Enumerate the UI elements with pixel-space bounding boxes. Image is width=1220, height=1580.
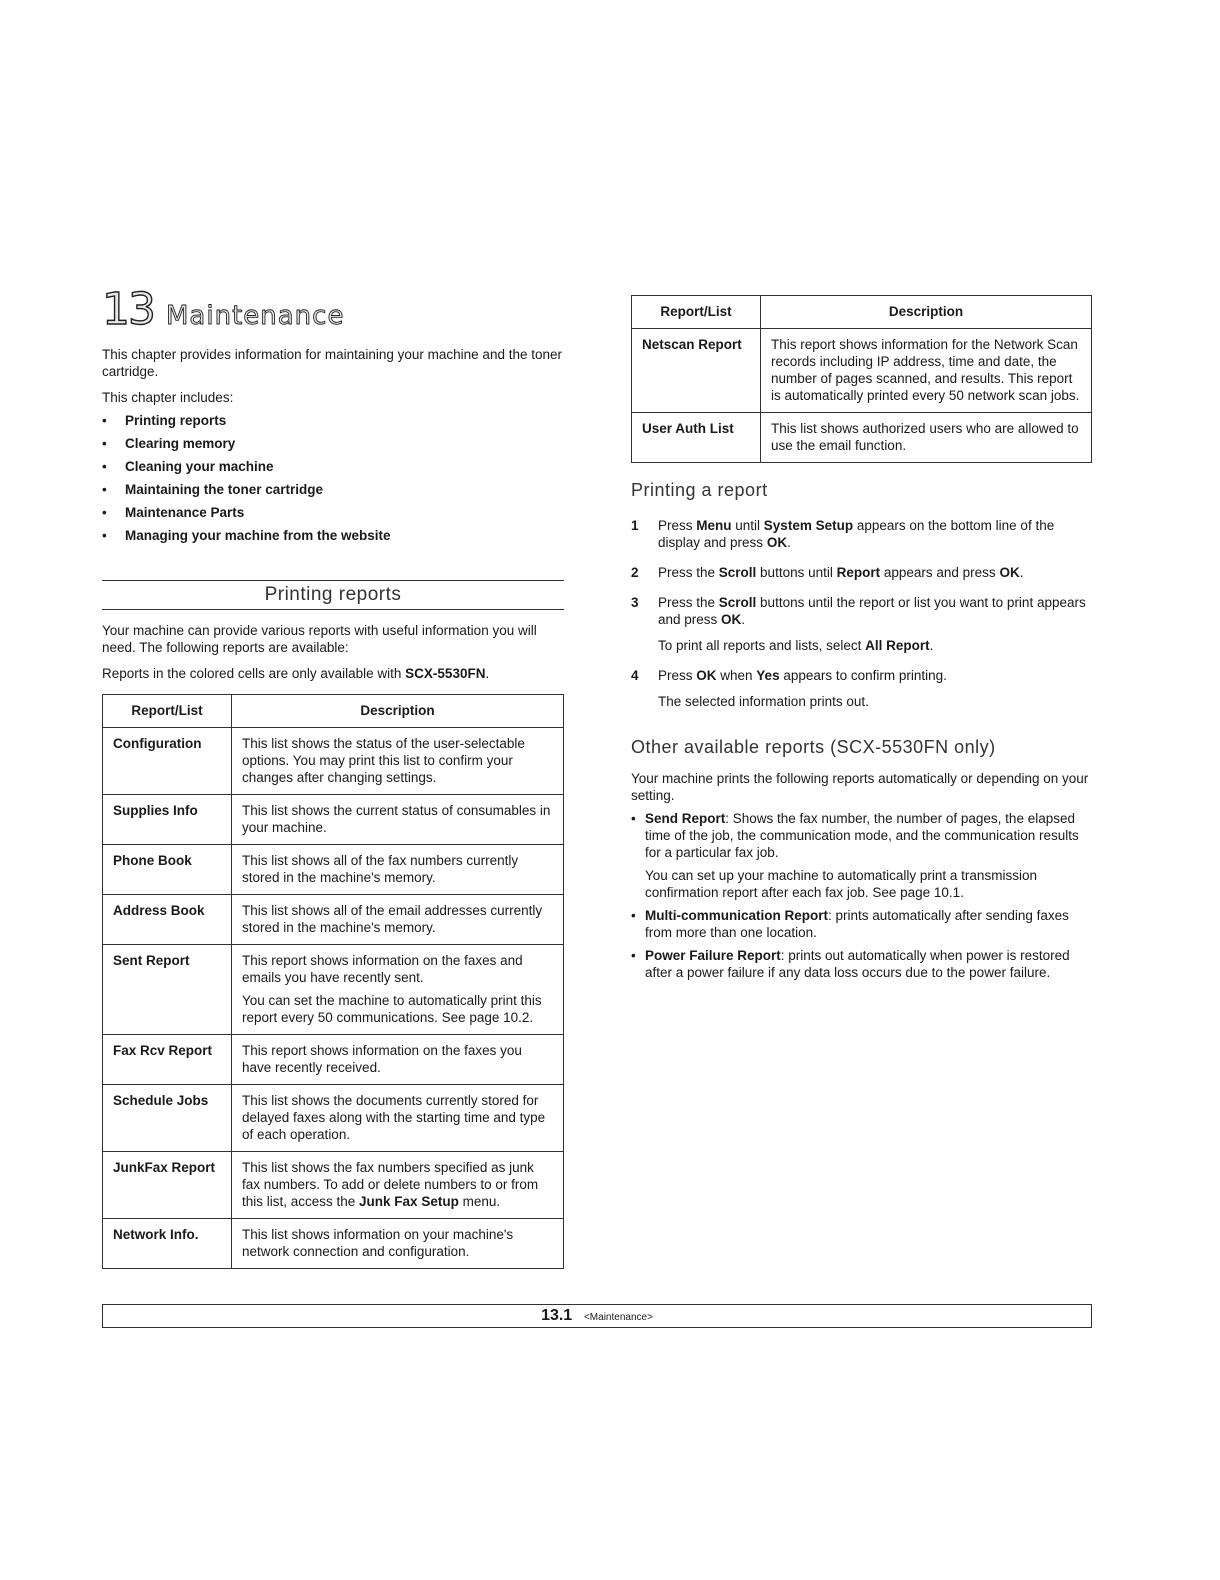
table-row	[103, 795, 564, 845]
reports-table	[102, 694, 564, 1269]
other-reports-list	[631, 810, 1092, 981]
other-reports-intro: Your machine prints the following reports automatically or depending on your setting.	[631, 771, 1089, 803]
report-description: This report shows information on the faxes you have recently received.	[232, 1035, 564, 1085]
report-name: JunkFax Report	[103, 1152, 232, 1219]
page-number: 13.1	[541, 1307, 573, 1324]
table-row	[103, 1219, 564, 1269]
desc-text: menu.	[458, 1194, 501, 1209]
step-text: .	[1019, 565, 1024, 580]
table-row	[632, 329, 1092, 413]
auto-report-name: Power Failure Report	[645, 948, 781, 963]
step-note-text: To print all reports and lists, select	[658, 638, 866, 653]
table-row	[103, 945, 564, 1035]
step-key: Yes	[756, 668, 780, 683]
step-key: OK	[721, 612, 742, 627]
step-note-key: All Report	[865, 638, 930, 653]
step-text: Press	[658, 518, 697, 533]
report-description	[232, 945, 564, 1035]
step-item	[631, 517, 1092, 551]
desc-text: This list shows the fax numbers specified as junk fax numbers. To add or delete numbers to or from this list, access the	[242, 1160, 539, 1209]
step-item	[631, 564, 1092, 581]
topic-item[interactable]: • Maintenance Parts	[102, 504, 564, 521]
step-number: 3	[631, 595, 639, 610]
auto-report-name: Multi-communication Report	[645, 908, 828, 923]
step-number: 2	[631, 565, 639, 580]
note-text: Reports in the colored cells are only available with	[102, 666, 406, 681]
list-item	[631, 810, 1092, 901]
step-number: 4	[631, 668, 639, 683]
report-name: Netscan Report	[632, 329, 761, 413]
includes-label: This chapter includes:	[102, 390, 234, 405]
table-row	[103, 1035, 564, 1085]
report-description-line: You can set the machine to automatically print this report every 50 communications. See page 10.2.	[242, 993, 542, 1025]
report-description: This report shows information for the Network Scan records including IP address, time and date, the number of pages scanned, and results. This report is automatically printed every 50 network scan jobs.	[761, 329, 1092, 413]
section-heading-printing-reports: Printing reports	[102, 580, 564, 610]
step-text: appears on the bottom line of the display and press	[658, 518, 1055, 550]
step-text: appears to confirm printing.	[779, 668, 947, 683]
topic-item[interactable]: • Printing reports	[102, 412, 564, 429]
auto-report-text: : prints automatically after sending faxes from more than one location.	[645, 908, 1069, 940]
chapter-intro: This chapter provides information for maintaining your machine and the toner cartridge.	[102, 347, 562, 379]
step-text: Press the	[658, 565, 719, 580]
report-name: Sent Report	[103, 945, 232, 1035]
report-name: Phone Book	[103, 845, 232, 895]
step-key: OK	[766, 535, 788, 550]
right-column	[631, 295, 1092, 987]
step-text: Press the	[658, 595, 719, 610]
header-description: Description	[761, 296, 1092, 329]
table-row	[103, 1152, 564, 1219]
reports-table-continued	[631, 295, 1092, 463]
step-number: 1	[631, 518, 639, 533]
report-description-line: This report shows information on the faxes and emails you have recently sent.	[242, 953, 523, 985]
step-key: Scroll	[718, 565, 757, 580]
topic-item[interactable]: • Maintaining the toner cartridge	[102, 481, 564, 498]
step-key: OK	[999, 565, 1020, 580]
step-item	[631, 594, 1092, 654]
report-description: This list shows the current status of consumables in your machine.	[232, 795, 564, 845]
report-name: User Auth List	[632, 413, 761, 463]
step-note-text: .	[929, 638, 934, 653]
report-name: Network Info.	[103, 1219, 232, 1269]
chapter-title	[102, 284, 564, 335]
report-description	[232, 1152, 564, 1219]
report-description: This list shows the status of the user-selectable options. You may print this list to confirm your changes after changing settings.	[232, 728, 564, 795]
step-text: Press	[658, 668, 697, 683]
table-header-row	[632, 296, 1092, 329]
printing-reports-intro: Your machine can provide various reports with useful information you will need. The following reports are available:	[102, 623, 537, 655]
table-row	[103, 845, 564, 895]
steps-list	[631, 517, 1092, 710]
table-header-row	[103, 695, 564, 728]
step-text: buttons until the report or list you want to print appears and press	[658, 595, 1086, 627]
left-column	[102, 284, 564, 1269]
report-description: This list shows the documents currently stored for delayed faxes along with the starting time and type of each operation.	[232, 1085, 564, 1152]
header-report-list: Report/List	[632, 296, 761, 329]
table-row	[103, 1085, 564, 1152]
auto-report-text: : prints out automatically when power is restored after a power failure if any data loss occurs due to the power failure.	[645, 948, 1070, 980]
chapter-name: Maintenance	[166, 301, 345, 331]
topic-list	[102, 412, 564, 544]
note-end: .	[485, 666, 490, 681]
list-item	[631, 947, 1092, 981]
step-key: Scroll	[718, 595, 757, 610]
topic-item[interactable]: • Managing your machine from the website	[102, 527, 564, 544]
report-description: This list shows all of the email addresses currently stored in the machine's memory.	[232, 895, 564, 945]
step-text: appears and press	[880, 565, 1000, 580]
table-row	[103, 728, 564, 795]
step-item	[631, 667, 1092, 710]
auto-report-text: : Shows the fax number, the number of pages, the elapsed time of the job, the communication mode, and the communication results for a particular fax job.	[645, 811, 1079, 860]
report-name: Configuration	[103, 728, 232, 795]
heading-printing-a-report: Printing a report	[631, 480, 768, 500]
list-item	[631, 907, 1092, 941]
desc-menu-name: Junk Fax Setup	[359, 1194, 459, 1209]
report-name: Supplies Info	[103, 795, 232, 845]
report-description: This list shows all of the fax numbers currently stored in the machine's memory.	[232, 845, 564, 895]
report-description: This list shows information on your machine's network connection and configuration.	[232, 1219, 564, 1269]
step-key: Report	[836, 565, 881, 580]
table-row	[103, 895, 564, 945]
colored-cells-note	[102, 665, 564, 682]
auto-report-name: Send Report	[645, 811, 726, 826]
topic-item[interactable]: • Clearing memory	[102, 435, 564, 452]
step-note	[658, 637, 1092, 654]
header-report-list: Report/List	[103, 695, 232, 728]
table-row	[632, 413, 1092, 463]
auto-report-note: You can set up your machine to automatically print a transmission confirmation report after each fax job. See page 10.1.	[645, 868, 1037, 900]
header-description: Description	[232, 695, 564, 728]
topic-item[interactable]: • Cleaning your machine	[102, 458, 564, 475]
report-name: Address Book	[103, 895, 232, 945]
step-key: System Setup	[763, 518, 854, 533]
step-text: .	[787, 535, 791, 550]
report-name: Fax Rcv Report	[103, 1035, 232, 1085]
footer-chapter-label: <Maintenance>	[583, 1312, 653, 1323]
note-model: SCX-5530FN	[405, 666, 486, 681]
step-text: .	[741, 612, 746, 627]
report-name: Schedule Jobs	[103, 1085, 232, 1152]
step-text: buttons until	[756, 565, 837, 580]
step-key: OK	[696, 668, 717, 683]
step-text: when	[716, 668, 757, 683]
report-description: This list shows authorized users who are allowed to use the email function.	[761, 413, 1092, 463]
chapter-number: 13	[102, 284, 154, 335]
page-footer	[102, 1304, 1092, 1328]
step-key: Menu	[696, 518, 732, 533]
heading-other-reports: Other available reports (SCX-5530FN only)	[631, 737, 996, 757]
step-text: until	[731, 518, 764, 533]
step-note: The selected information prints out.	[658, 694, 869, 709]
